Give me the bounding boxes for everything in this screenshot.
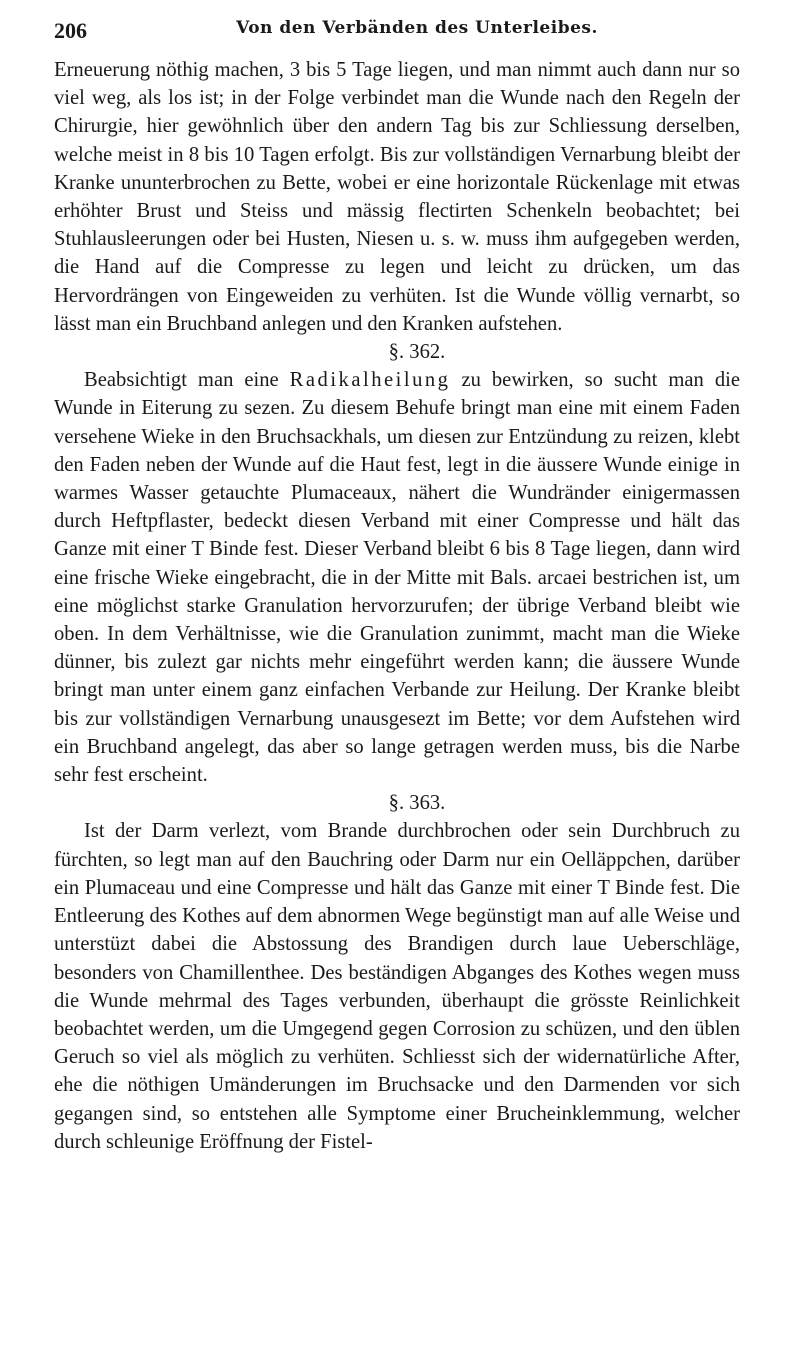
running-head-title: Von den Verbänden des Unterleibes. — [236, 18, 598, 38]
section-heading-363: §. 363. — [388, 792, 446, 815]
running-head — [54, 18, 740, 48]
paragraph-radikalheilung — [54, 366, 740, 789]
emphasized-term: Radikalheilung — [289, 369, 451, 392]
paragraph-text-after: zu bewirken, so sucht man die Wunde in Eiterung zu sezen. Zu diesem Behufe bringt man eine mit einem Faden versehene Wieke in den Bruchsackhals, um diesen zur Entzündung zu reizen, klebt den Faden neben der Wunde auf die Haut fest, legt in die äussere Wunde einige in warmes Wasser getauchte Plumaceaux, nähert die Wundränder einigermassen durch Heftpflaster, bedeckt diesen Verband mit einer Compresse und hält das Ganze mit einer T Binde fest. Dieser Verband bleibt 6 bis 8 Tage liegen, dann wird eine frische Wieke eingebracht, die in der Mitte mit Bals. arcaei bestrichen ist, um eine möglichst starke Granulation hervorzurufen; der übrige Verband bleibt wie oben. In dem Verhältnisse, wie die Granulation zunimmt, macht man die Wieke dünner, bis zulezt gar nichts mehr eingeführt werden kann; die äussere Wunde bringt man unter einem ganz einfachen Verbande zur Heilung. Der Kranke bleibt bis zur vollständigen Vernarbung unausgesezt im Bette; vor dem Aufstehen wird ein Bruchband angelegt, das aber so lange getragen werden muss, bis die Narbe sehr fest erscheint. — [54, 369, 740, 787]
body-text — [54, 56, 740, 1156]
paragraph-continuation: Erneuerung nöthig machen, 3 bis 5 Tage liegen, und man nimmt auch dann nur so viel weg, als los ist; in der Folge verbindet man die Wunde nach den Regeln der Chirurgie, hier gewöhnlich über den andern Tag bis zur Schliessung derselben, welche meist in 8 bis 10 Tagen erfolgt. Bis zur vollständigen Vernarbung bleibt der Kranke ununterbrochen zu Bette, wobei er eine horizontale Rückenlage mit etwas erhöhter Brust und Steiss und mässig flectirten Schenkeln beobachtet; bei Stuhlausleerungen oder bei Husten, Niesen u. s. w. muss ihm aufgegeben werden, die Hand auf die Compresse zu legen und leicht zu drücken, um das Hervordrängen von Eingeweiden zu verhüten. Ist die Wunde völlig vernarbt, so lässt man ein Bruchband anlegen und den Kranken aufstehen. — [54, 59, 740, 335]
paragraph-text-before: Beabsichtigt man eine — [84, 369, 290, 392]
section-heading-362: §. 362. — [388, 341, 446, 364]
page-number: 206 — [54, 18, 87, 43]
paragraph-darm-verlezt: Ist der Darm verlezt, vom Brande durchbrochen oder sein Durchbruch zu fürchten, so legt man auf den Bauchring oder Darm nur ein Oelläppchen, darüber ein Plumaceau und eine Compresse und hält das Ganze mit einer T Binde fest. Die Entleerung des Kothes auf dem abnormen Wege begünstigt man auf alle Weise und unterstüzt dabei die Abstossung des Brandigen durch laue Ueberschläge, besonders von Chamillenthee. Des beständigen Abganges des Kothes wegen muss die Wunde mehrmal des Tages verbunden, überhaupt die grösste Reinlichkeit beobachtet werden, um die Umgegend gegen Corrosion zu schüzen, und den üblen Geruch so viel als möglich zu verhüten. Schliesst sich der widernatürliche After, ehe die nöthigen Umänderungen im Bruchsacke und den Darmenden vor sich gegangen sind, so entstehen alle Symptome einer Brucheinklemmung, welcher durch schleunige Eröffnung der Fistel- — [54, 820, 740, 1153]
